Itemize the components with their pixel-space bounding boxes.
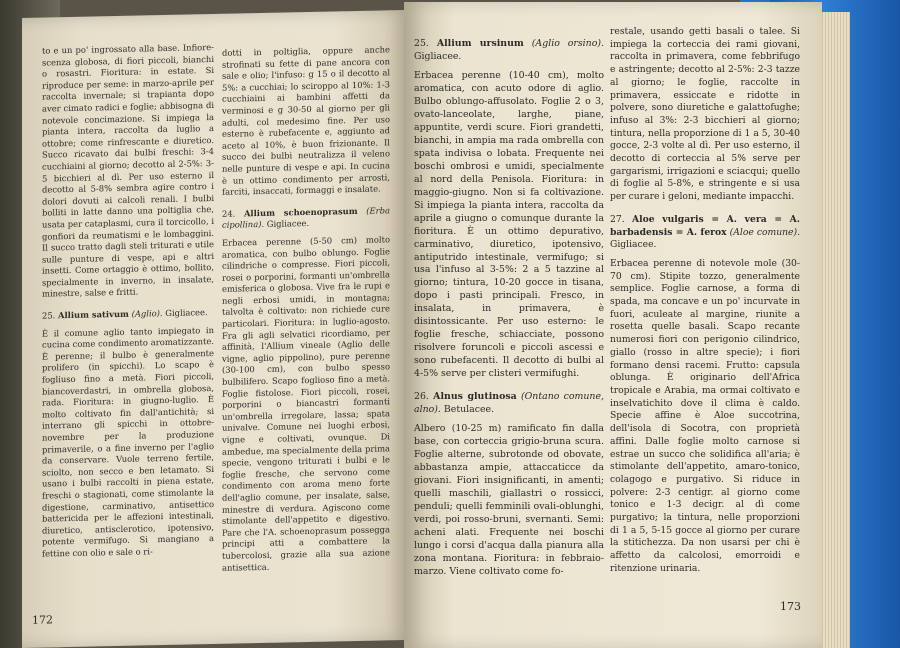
- family-name: Gigliacee.: [165, 307, 208, 319]
- text-paragraph: Erbacea perenne (5-50 cm) molto aromatica, con bulbo oblungo. Foglie cilindriche o compresse. Fiori piccoli, rosei o porporini, formanti un'ombrella emisferica o globosa. Vive fra le rupi e negli erbosi umidi, in montagna; talvolta è coltivato: non richiede cure particolari. Fioritura: in luglio-agosto. Fra gli agli selvatici ricordiamo, per affinità, l'Allium vineale (Aglio delle vigne, aglio pippolino), pure perenne (30-100 cm), con bulbo spesso bulbilifero. Scapo foglioso fino a metà. Foglie fistolose. Fiori piccoli, rosei, porporini o biancastri formanti un'ombrella irregolare, lassa; spata univalve. Comune nei luoghi erbosi, vigne e coltivati, ovunque. Di ambedue, ma specialmente della prima specie, vengono triturati i bulbi e le foglie fresche, che servono come condimento con aroma meno forte dell'aglio comune, per insalate, salse, minestre di verdura. Agiscono come stimolante dell'appetito e digestivo. Pare che l'A. schoenoprasum possegga principi atti a combattere la tubercolosi, grazie alla sua azione antisettica.: [222, 234, 390, 573]
- common-name: (Aglio orsino).: [531, 38, 604, 49]
- text-paragraph: Erbacea perenne di notevole mole (30-70 cm). Stipite tozzo, generalmente semplice. Foglie carnose, a forma di spada, ma concave e un po' incurvate in fuori, aculeate al margine, riunite a rosetta quelle basali. Scapo recante numerosi fiori con perigonio cilindrico, giallo (rosso in altre specie); i fiori formano densi racemi. Frutto: capsula oblunga. È originario dell'Africa tropicale e Arabia, ma ormai coltivato e inselvatichito dove il clima è caldo. Specie affine è Aloe succotrina, dell'isola di Socotra, con proprietà affini. Dalle foglie molto carnose si estrae un succo che solidifica all'aria; è stimolante dell'appetito, amaro-tonico, colagogo e purgativo. Si riduce in polvere: 2-3 centigr. al giorno come tonico e 1-3 decigr. al dì come purgativo; la tintura, nelle proporzioni di 1 a 5, 5-15 gocce al giorno per curare la stitichezza. Da non usarsi per chi è affetto da calcolosi, emorroidi e ritenzione urinaria.: [610, 257, 800, 574]
- entry-heading: 25. Allium ursinum (Aglio orsino). Gigliacee.: [414, 38, 604, 62]
- entry-heading: 25. Allium sativum (Aglio). Gigliacee.: [42, 307, 208, 321]
- common-name: (Aloe comune).: [729, 226, 800, 238]
- left-column-2: [222, 44, 390, 579]
- page-number-right: 173: [780, 600, 801, 613]
- species-name: Alnus glutinosa: [433, 391, 517, 403]
- species-name: Allium sativum: [58, 308, 129, 321]
- family-name: Gigliacee.: [610, 239, 657, 251]
- right-page: [404, 2, 822, 648]
- text-paragraph: dotti in poltiglia, oppure anche strofinati su fette di pane ancora con sale e olio; l'infuso: g 15 o il decotto al 5%: a cucchiai; lo sciroppo al 10%: 1-3 cucchiaini ai bambini affetti da verminosi e g 30-50 al giorno per gli adulti, col medesimo fine. Per uso esterno è rubefacente e, aggiunto ad aceto al 10%, è buon frizionante. Il succo dei bulbi neutralizza il veleno nelle punture di vespe e api. In cucina è un ottimo condimento per arrosti, farciti, insaccati, formaggi e insalate.: [222, 44, 390, 197]
- common-name: (Ontano comune, alno).: [414, 391, 605, 416]
- text-paragraph: È il comune aglio tanto impiegato in cucina come condimento aromatizzante. È perenne; il bulbo è generalmente prolifero (in spicchi). Lo scapo è fogliuso fino a metà. Fiori piccoli, biancoverdastri, in ombrella globosa, rada. Fioritura: in giugno-luglio. È molto coltivato fin dall'antichità; si interrano gli spicchi in ottobre-novembre per la produzione primaverile, o a fine inverno per l'aglio da conservare. Vuole terreno fertile, sciolto, non secco e ben letamato. Si usano i bulbi raccolti in piena estate, freschi o stagionati, come stimolante la digestione, carminativo, antisettico battericida per le affezioni intestinali, diuretico, antisclerotico, ipotensivo, potente vermifugo. Si mangiano a fettine con olio e sale o ri-: [42, 324, 214, 559]
- page-number-left: 172: [32, 613, 53, 627]
- common-name: (Aglio).: [131, 308, 163, 319]
- species-name: Aloe vulgaris = A. vera = A. barbadensis = A. ferox: [610, 213, 801, 238]
- species-name: Allium schoenoprasum: [243, 205, 358, 219]
- entry-heading: 24. Allium schoenoprasum (Erba cipollina). Gigliacee.: [222, 205, 390, 231]
- family-name: Gigliacee.: [414, 50, 462, 62]
- page-stack-edge: [820, 12, 850, 648]
- text-paragraph: Erbacea perenne (10-40 cm), molto aromatica, con acuto odore di aglio. Bulbo oblungo-affusolato. Foglie 2 o 3, ovato-lanceolate, larghe, piane, appuntite, verdi scure. Fiori grandetti, bianchi, in ampia ma rada ombrella con spata indivisa o lobata. Frequente nei boschi ombrosi e umidi, specialmente al nord della Penisola. Fioritura: in maggio-giugno. Non si fa coltivazione. Si impiega la pianta intera, raccolta da aprile a giugno o comunque durante la fioritura. È un ottimo depurativo, carminativo, diuretico, ipotensivo, antiputrido intestinale, vermifugo; si usa l'infuso al 3-5%: 2 a 5 tazzine al giorno; tintura, 10-20 gocce in tisana, dopo i pasti principali. Fresco, in insalata, in primavera, è disintossicante. Per uso esterno: le foglie fresche, schiacciate, possono risolvere foruncoli e piccoli ascessi e sono rubefacenti. Il decotto di bulbi al 4-5% serve per clisteri vermifughi.: [414, 69, 604, 380]
- entry-heading: 26. Alnus glutinosa (Ontano comune, alno). Betulacee.: [414, 391, 605, 416]
- common-name: (Erba cipollina).: [222, 205, 390, 231]
- left-page: [22, 10, 410, 648]
- text-paragraph: restale, usando getti basali o talee. Si impiega la corteccia dei rami giovani, raccolta in primavera, come febbrifugo e astringente; decotto al 2-5%: 2-3 tazze al giorno; le foglie, raccolte in primavera, essiccate e ridotte in polvere, sono diuretiche e galattofughe; infuso al 3%: 2-3 bicchieri al giorno; tintura, nella proporzione di 1 a 5, 30-40 gocce, 2-3 volte al dì. Per uso esterno, il decotto di corteccia al 5% serve per gargarismi, irrigazioni e sciacqui; quello di foglie al 5-8%, e stringente e si usa per curare i geloni, mediante impacchi.: [610, 26, 800, 203]
- left-column-1: [42, 42, 214, 565]
- species-name: Allium ursinum: [436, 38, 524, 49]
- text-paragraph: Albero (10-25 m) ramificato fin dalla base, con corteccia grigio-bruna scura. Foglie alterne, subrotonde od obovate, abbastanza ampie, attaccaticce da giovani. Fiori insignificanti, in amenti; quelli maschili, giallastri o rossicci, penduli; quelli femminili ovali-oblunghi, verdi, poi rosso-bruni, svernanti. Semi: acheni alati. Frequente nei boschi lungo i corsi d'acqua dalla pianura alla zona montana. Fioritura: in febbraio-marzo. Viene coltivato come fo-: [414, 423, 604, 577]
- right-column-1: [414, 38, 604, 584]
- text-paragraph: to e un po' ingrossato alla base. Infiore-scenza globosa, di fiori piccoli, bianchi o rosastri. Fioritura: in estate. Si riproduce per seme: in marzo-aprile per raccolta invernale; si trapianta dopo aver cimato radici e foglie; abbisogna di notevole concimazione. Si impiega la pianta intera, raccolta da luglio a ottobre; come rinfrescante e diuretico. Succo ricavato dai bulbi freschi: 3-4 cucchiaini al giorno; decotto al 2-5%: 3-5 bicchieri al dì. Per uso esterno il decotto al 5-8% sembra agire contro i dolori dovuti ai calcoli renali. I bulbi bolliti in latte danno una poltiglia che, usata per cataplasmi, cura il torcicollo, i gonfiori da reumatismi e le lombaggini. Il succo tratto dagli steli triturati e utile sulle punture di vespe, api e altri insetti. Come ortaggio è ottimo, bollito, specialmente in inverno, in insalate, minestre, salse e fritti.: [42, 41, 214, 300]
- right-column-2: [610, 26, 800, 581]
- family-name: Betulacee.: [443, 404, 495, 416]
- entry-heading: 27. Aloe vulgaris = A. vera = A. barbadensis = A. ferox (Aloe comune). Gigliacee.: [610, 213, 801, 251]
- family-name: Gigliacee.: [266, 218, 310, 230]
